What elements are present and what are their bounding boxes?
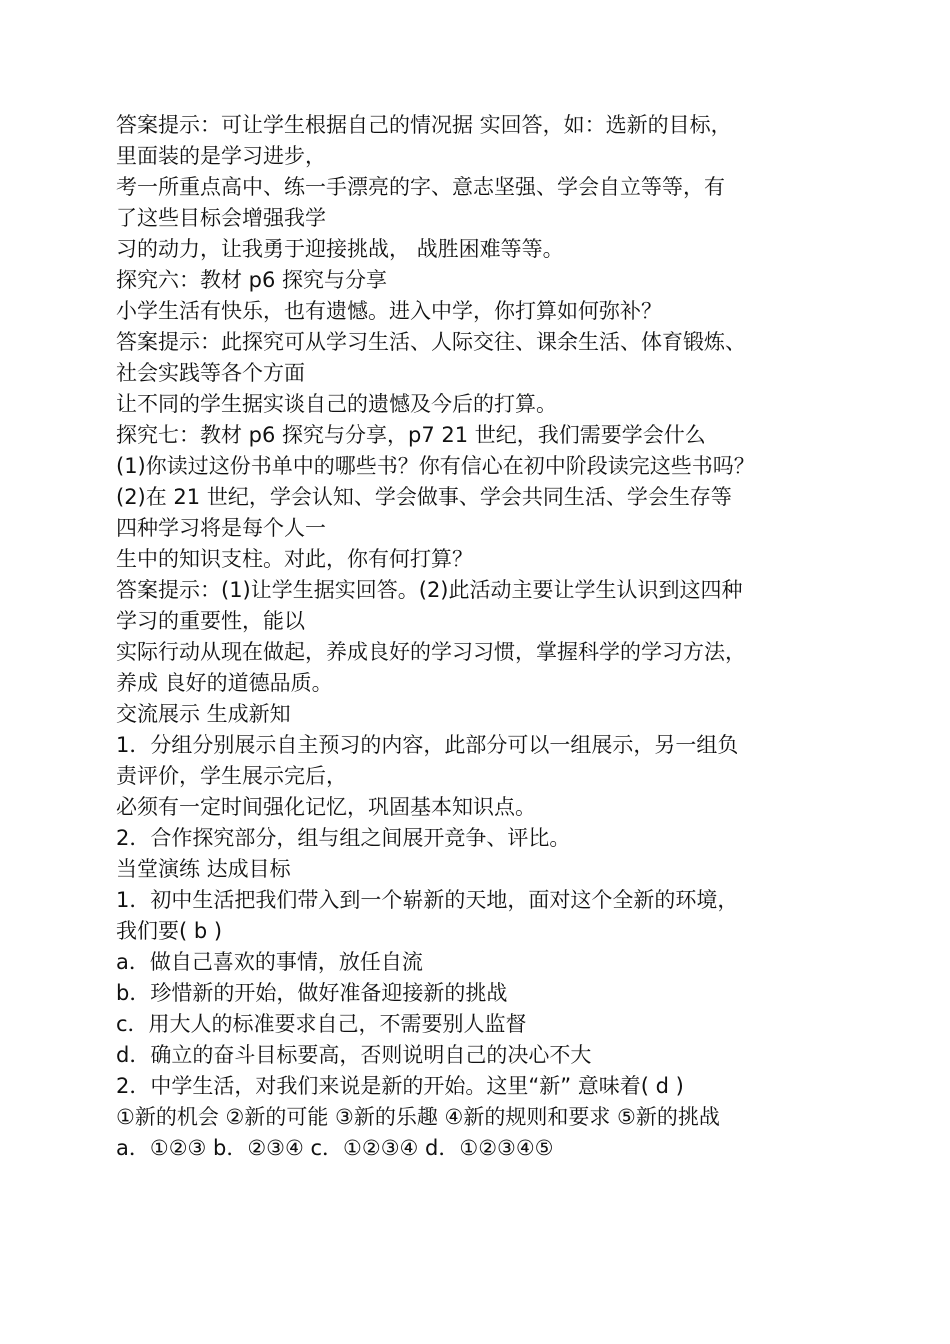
text-line: 社会实践等各个方面 [116,361,305,385]
text-line: 答案提示：可让学生根据自己的情况据 实回答，如：选新的目标， [116,113,732,137]
answer-option: a．①②③ b．②③④ c．①②③④ d．①②③④⑤ [116,1136,554,1160]
text-line: 2．合作探究部分，组与组之间展开竞争、评比。 [116,826,571,850]
text-line: 答案提示：此探究可从学习生活、人际交往、课余生活、体育锻炼、 [116,330,746,354]
answer-option: c．用大人的标准要求自己，不需要别人监督 [116,1012,527,1036]
text-line: 1．分组分别展示自主预习的内容，此部分可以一组展示，另一组负 [116,733,739,757]
question-line: 2．中学生活，对我们来说是新的开始。这里“新” 意味着( d ) [116,1074,684,1098]
text-line: 责评价，学生展示完后， [116,764,347,788]
text-line: 小学生活有快乐，也有遗憾。进入中学，你打算如何弥补？ [116,299,662,323]
answer-option: b．珍惜新的开始，做好准备迎接新的挑战 [116,981,508,1005]
question-line: (1)你读过这份书单中的哪些书？你有信心在初中阶段读完这些书吗？ [116,454,755,478]
text-line: 答案提示：(1)让学生据实回答。(2)此活动主要让学生认识到这四种 [116,578,743,602]
text-line: 习的动力，让我勇于迎接挑战， 战胜困难等等。 [116,237,564,261]
answer-option: a．做自己喜欢的事情，放任自流 [116,950,423,974]
text-line: 考一所重点高中、练一手漂亮的字、意志坚强、学会自立等等，有 [116,175,725,199]
text-line: 养成 良好的道德品质。 [116,671,333,695]
text-line: 实际行动从现在做起，养成良好的学习习惯，掌握科学的学习方法， [116,640,746,664]
text-line: 里面装的是学习进步， [116,144,326,168]
section-heading: 探究七：教材 p6 探究与分享，p7 21 世纪，我们需要学会什么 [116,423,706,447]
section-heading: 交流展示 生成新知 [116,702,291,726]
section-heading: 当堂演练 达成目标 [116,857,291,881]
text-line: 学习的重要性，能以 [116,609,305,633]
question-line: 1．初中生活把我们带入到一个崭新的天地，面对这个全新的环境， [116,888,739,912]
document-body [116,110,856,1164]
text-line: 了这些目标会增强我学 [116,206,326,230]
text-line: 四种学习将是每个人一 [116,516,326,540]
question-line: (2)在 21 世纪，学会认知、学会做事、学会共同生活、学会生存等 [116,485,732,509]
choice-list: ①新的机会 ②新的可能 ③新的乐趣 ④新的规则和要求 ⑤新的挑战 [116,1105,720,1129]
answer-option: d．确立的奋斗目标要高，否则说明自己的决心不大 [116,1043,592,1067]
section-heading: 探究六：教材 p6 探究与分享 [116,268,388,292]
question-line: 我们要( b ) [116,919,223,943]
text-line: 让不同的学生据实谈自己的遗憾及今后的打算。 [116,392,557,416]
text-line: 必须有一定时间强化记忆，巩固基本知识点。 [116,795,536,819]
text-line: 生中的知识支柱。对此，你有何打算？ [116,547,473,571]
